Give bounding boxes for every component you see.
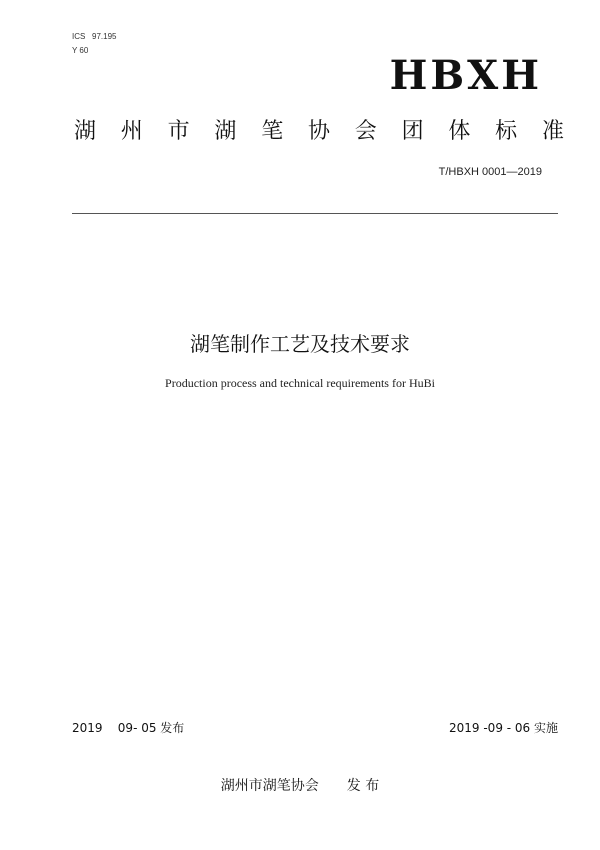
document-title-cn: 湖笔制作工艺及技术要求 (190, 332, 410, 356)
standard-type-char: 体 (448, 119, 471, 144)
issue-date: 2019 09- 05 发布 (72, 721, 185, 735)
publisher-name: 湖州市湖笔协会 (220, 778, 319, 794)
standard-type-char: 笔 (261, 119, 284, 144)
standard-number: T/HBXH 0001—2019 (438, 166, 542, 178)
implementation-date: 2019 -09 - 06 实施 (449, 721, 558, 735)
ics-code: ICS 97.195 (72, 32, 117, 41)
ccs-code: Y 60 (72, 46, 89, 55)
header-divider (72, 213, 558, 214)
document-title-en: Production process and technical requirements for HuBi (165, 376, 435, 390)
publisher-action: 发 布 (346, 778, 380, 794)
standard-type-char: 协 (307, 119, 330, 144)
classification-codes (72, 30, 116, 58)
standard-type-char: 湖 (74, 119, 97, 144)
standard-type-heading (74, 114, 564, 145)
standard-type-char: 团 (401, 119, 424, 144)
standard-type-char: 标 (495, 119, 518, 144)
standard-type-char: 准 (541, 119, 564, 144)
standard-type-char: 市 (167, 119, 190, 144)
standard-type-char: 会 (354, 119, 377, 144)
standard-type-char: 湖 (214, 119, 237, 144)
publisher-line (0, 775, 600, 795)
standard-logo: HBXH (389, 52, 542, 99)
standard-type-char: 州 (120, 119, 143, 144)
